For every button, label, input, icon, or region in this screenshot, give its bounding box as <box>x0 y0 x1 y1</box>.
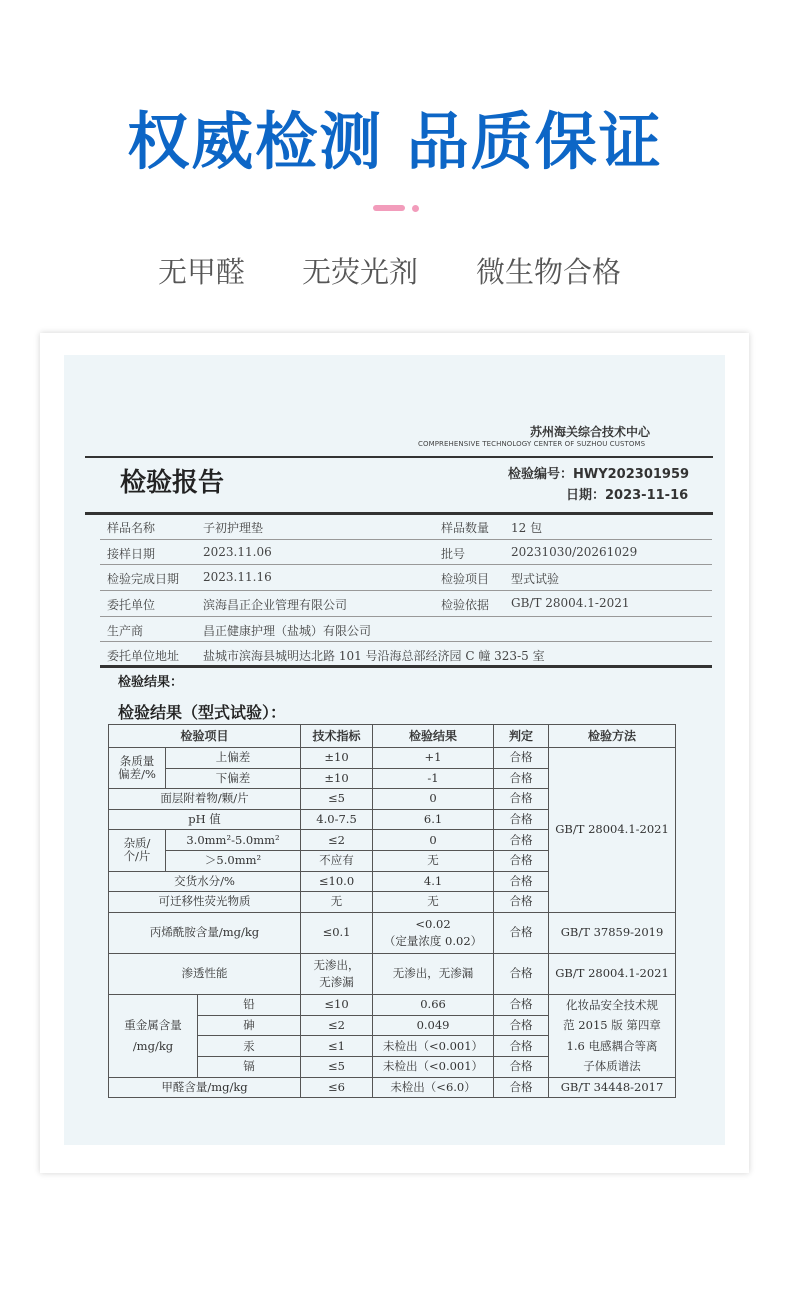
item-cell <box>109 830 166 871</box>
method-cell: GB/T 28004.1-2021 <box>549 748 676 913</box>
sub-cell: 上偏差 <box>166 748 301 769</box>
spec-cell: 4.0-7.5 <box>301 809 373 830</box>
result-cell: 6.1 <box>373 809 494 830</box>
spec-cell: ±10 <box>301 768 373 789</box>
item-cell <box>109 748 166 789</box>
info-row <box>100 617 712 643</box>
verdict-cell: 合格 <box>494 892 549 913</box>
item-text: /mg/kg <box>132 1038 174 1053</box>
spec-cell <box>301 953 373 994</box>
result-cell: -1 <box>373 768 494 789</box>
verdict-cell: 合格 <box>494 748 549 769</box>
method-text: 范 2015 版 第四章 <box>563 1018 661 1033</box>
result-cell: 0 <box>373 789 494 810</box>
info-value: 型式试验 <box>511 572 560 587</box>
item-text: 个/片 <box>123 849 151 864</box>
feature-microbe-qualified: 微生物合格 <box>476 255 622 289</box>
method-cell: GB/T 34448-2017 <box>549 1077 676 1098</box>
verdict-cell: 合格 <box>494 768 549 789</box>
info-label: 检验完成日期 <box>107 572 180 587</box>
page-title: 权威检测 品质保证 <box>127 105 663 178</box>
result-cell: 0.66 <box>373 994 494 1015</box>
info-value: 2023.11.06 <box>203 544 272 559</box>
header-result: 检验结果 <box>373 725 494 748</box>
info-row <box>100 540 712 566</box>
result-cell: 未检出（<0.001） <box>373 1057 494 1078</box>
divider <box>85 456 713 458</box>
report-date: 日期：2023-11-16 <box>566 488 689 503</box>
sub-cell: 镉 <box>198 1057 301 1078</box>
verdict-cell: 合格 <box>494 912 549 953</box>
table-header-row <box>109 725 676 748</box>
result-cell: 0 <box>373 830 494 851</box>
method-cell <box>549 994 676 1077</box>
result-cell: 未检出（<0.001） <box>373 1036 494 1057</box>
info-row <box>100 565 712 591</box>
info-value: 2023.11.16 <box>203 570 272 585</box>
verdict-cell: 合格 <box>494 1077 549 1098</box>
item-cell: 可迁移性荧光物质 <box>109 892 301 913</box>
spec-cell: ≤5 <box>301 789 373 810</box>
info-value: 滨海昌正企业管理有限公司 <box>203 598 348 613</box>
spec-text: 无渗漏 <box>319 974 354 989</box>
feature-no-formaldehyde: 无甲醛 <box>158 255 246 289</box>
header-spec: 技术指标 <box>301 725 373 748</box>
result-cell: 4.1 <box>373 871 494 892</box>
method-text: 1.6 电感耦合等离 <box>566 1038 658 1053</box>
report-title: 检验报告 <box>120 468 225 498</box>
info-label: 样品数量 <box>441 521 490 535</box>
verdict-cell: 合格 <box>494 789 549 810</box>
verdict-cell: 合格 <box>494 830 549 851</box>
info-label: 检验依据 <box>441 598 490 613</box>
info-value: GB/T 28004.1-2021 <box>511 596 630 611</box>
info-label: 接样日期 <box>107 546 156 561</box>
method-cell: GB/T 28004.1-2021 <box>549 953 676 994</box>
spec-cell: ≤2 <box>301 1015 373 1036</box>
table-row <box>109 748 676 769</box>
info-label: 检验项目 <box>441 572 490 587</box>
verdict-cell: 合格 <box>494 994 549 1015</box>
header-verdict: 判定 <box>494 725 549 748</box>
item-cell: 面层附着物/颗/片 <box>109 789 301 810</box>
result-text: <0.02 <box>415 916 451 931</box>
result-cell: 未检出（<6.0） <box>373 1077 494 1098</box>
spec-cell: ±10 <box>301 748 373 769</box>
item-cell <box>109 994 198 1077</box>
method-text: 子体质谱法 <box>583 1059 641 1074</box>
verdict-cell: 合格 <box>494 850 549 871</box>
info-table <box>100 514 712 668</box>
org-name-en: COMPREHENSIVE TECHNOLOGY CENTER OF SUZHOU CUSTOMS <box>418 440 646 448</box>
info-label: 批号 <box>441 546 466 561</box>
sub-cell: ＞5.0mm² <box>166 850 301 871</box>
info-label: 生产商 <box>107 623 144 638</box>
results-heading: 检验结果： <box>118 675 184 690</box>
item-cell: pH 值 <box>109 809 301 830</box>
info-row <box>100 591 712 617</box>
sub-cell: 下偏差 <box>166 768 301 789</box>
spec-cell: ≤2 <box>301 830 373 851</box>
item-text: 条质量 <box>119 754 155 769</box>
item-cell: 渗透性能 <box>109 953 301 994</box>
item-cell: 交货水分/% <box>109 871 301 892</box>
info-label: 委托单位地址 <box>107 649 180 664</box>
result-cell <box>373 912 494 953</box>
method-cell: GB/T 37859-2019 <box>549 912 676 953</box>
info-value: 12 包 <box>511 521 543 535</box>
results-table <box>108 724 676 1098</box>
spec-cell: ≤10 <box>301 994 373 1015</box>
header-method: 检验方法 <box>549 725 676 748</box>
spec-text: 无渗出， <box>313 957 360 972</box>
table-row <box>109 912 676 953</box>
spec-cell: ≤0.1 <box>301 912 373 953</box>
header-item: 检验项目 <box>109 725 301 748</box>
verdict-cell: 合格 <box>494 871 549 892</box>
spec-cell: 不应有 <box>301 850 373 871</box>
method-text: 化妆品安全技术规 <box>566 997 659 1012</box>
info-value: 子初护理垫 <box>203 521 264 535</box>
result-note: （定量浓度 0.02） <box>383 933 483 948</box>
spec-cell: ≤1 <box>301 1036 373 1057</box>
sub-cell: 汞 <box>198 1036 301 1057</box>
table-row <box>109 953 676 994</box>
feature-no-fluorescent: 无荧光剂 <box>302 255 419 289</box>
spec-cell: 无 <box>301 892 373 913</box>
info-value: 20231030/20261029 <box>511 544 638 559</box>
item-cell: 丙烯酰胺含量/mg/kg <box>109 912 301 953</box>
result-cell: 0.049 <box>373 1015 494 1036</box>
verdict-cell: 合格 <box>494 1015 549 1036</box>
result-cell: 无渗出，无渗漏 <box>373 953 494 994</box>
item-cell: 甲醛含量/mg/kg <box>109 1077 301 1098</box>
info-value: 盐城市滨海县城明达北路 101 号沿海总部经济园 C 幢 323-5 室 <box>203 649 545 664</box>
table-row <box>109 994 676 1015</box>
sub-cell: 3.0mm²-5.0mm² <box>166 830 301 851</box>
verdict-cell: 合格 <box>494 1036 549 1057</box>
info-label: 委托单位 <box>107 598 156 613</box>
spec-cell: ≤5 <box>301 1057 373 1078</box>
item-text: 偏差/% <box>118 767 156 782</box>
result-cell: 无 <box>373 850 494 871</box>
verdict-cell: 合格 <box>494 1057 549 1078</box>
verdict-cell: 合格 <box>494 809 549 830</box>
info-row <box>100 642 712 668</box>
info-row <box>100 514 712 540</box>
info-label: 样品名称 <box>107 521 156 535</box>
result-cell: 无 <box>373 892 494 913</box>
item-text: 杂质/ <box>123 836 151 851</box>
table-row <box>109 1077 676 1098</box>
report-number: 检验编号：HWY202301959 <box>508 467 690 482</box>
spec-cell: ≤6 <box>301 1077 373 1098</box>
sub-cell: 砷 <box>198 1015 301 1036</box>
item-text: 重金属含量 <box>124 1017 182 1032</box>
info-value: 昌正健康护理（盐城）有限公司 <box>203 623 372 638</box>
sub-cell: 铅 <box>198 994 301 1015</box>
spec-cell: ≤10.0 <box>301 871 373 892</box>
org-name: 苏州海关综合技术中心 <box>530 425 651 439</box>
verdict-cell: 合格 <box>494 953 549 994</box>
type-test-heading: 检验结果（型式试验）： <box>118 703 287 722</box>
result-cell: +1 <box>373 748 494 769</box>
